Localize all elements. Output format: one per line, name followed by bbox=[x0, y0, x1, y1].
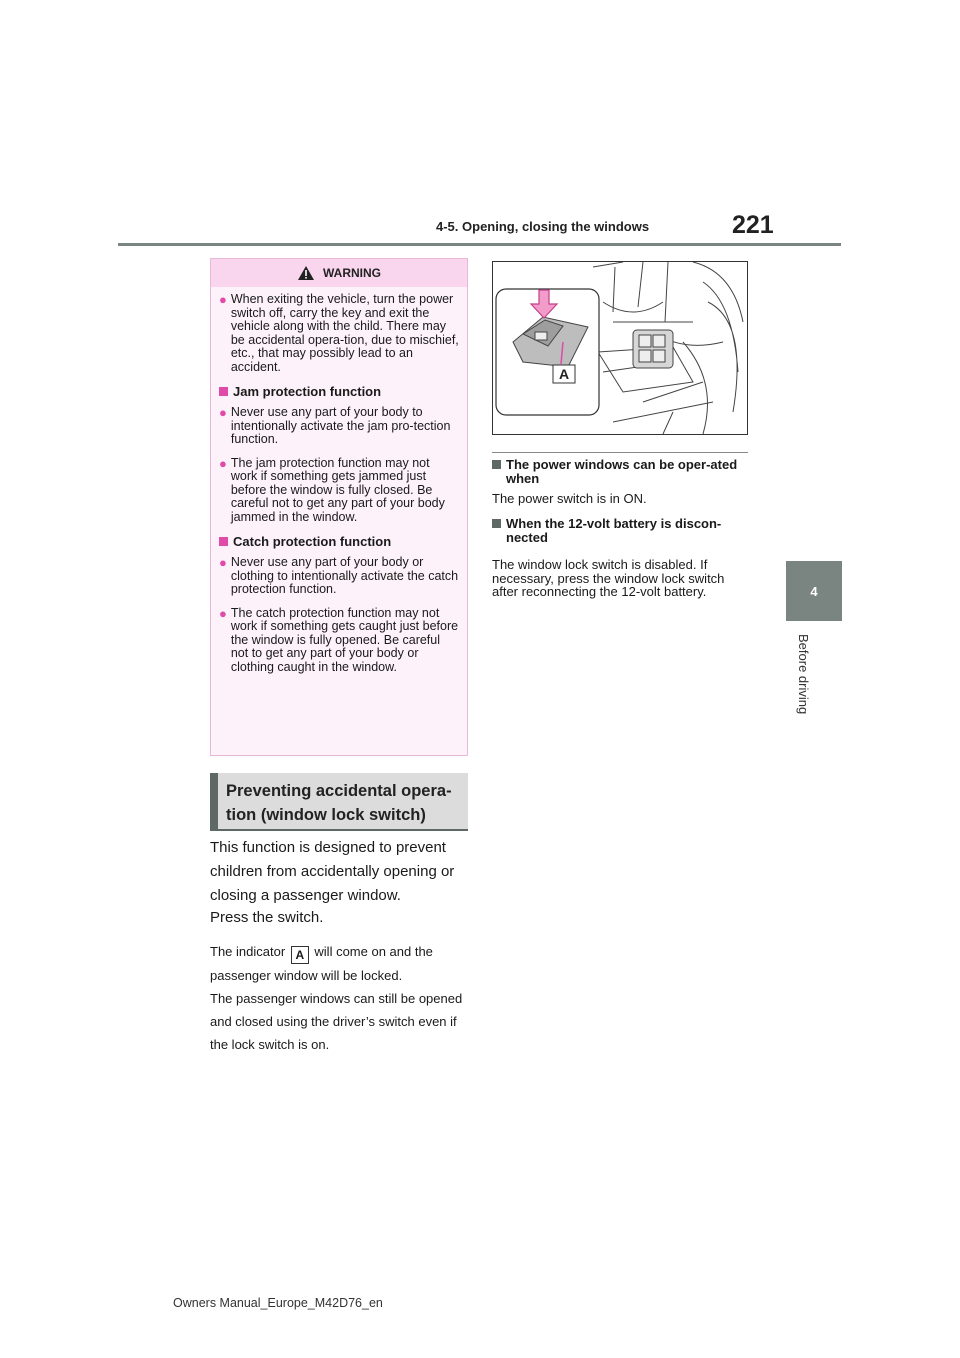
operable-text: The power switch is in ON. bbox=[492, 491, 647, 506]
section-instruction: Press the switch. bbox=[210, 909, 324, 926]
figure-divider bbox=[492, 452, 748, 453]
indicator-paragraph bbox=[210, 940, 472, 987]
square-bullet-icon bbox=[492, 460, 501, 469]
jam-heading: Jam protection function bbox=[233, 384, 382, 399]
warning-item bbox=[219, 457, 459, 525]
warning-item-text: When exiting the vehicle, turn the power switch off, carry the key and exit the vehicle along with the child. There may be accidental opera-tion, due to mischief, etc., that may possibly lead to an accident. bbox=[230, 292, 459, 374]
warning-header bbox=[211, 259, 467, 287]
warning-item-text: Never use any part of your body or clothing to intentionally activate the catch protection function. bbox=[230, 555, 459, 596]
page-number: 221 bbox=[732, 211, 774, 239]
warning-item-text: The catch protection function may not work if something gets caught just before the window is fully opened. Be careful not to get any part of your body or clothing caught in the window. bbox=[230, 605, 459, 674]
callout-a-label: A bbox=[291, 946, 309, 964]
warning-triangle-icon bbox=[297, 265, 315, 281]
warning-title: WARNING bbox=[323, 266, 381, 280]
square-bullet-icon bbox=[219, 537, 228, 546]
square-bullet-icon bbox=[492, 519, 501, 528]
warning-box bbox=[210, 258, 468, 756]
chapter-tab bbox=[786, 561, 842, 621]
indicator-text-after: will come on and the passenger window will be locked. bbox=[210, 944, 433, 983]
warning-subheading bbox=[219, 384, 459, 399]
section-heading bbox=[210, 773, 468, 831]
warning-item bbox=[219, 607, 459, 675]
warning-item-text: Never use any part of your body to intentionally activate the jam pro-tection function. bbox=[230, 405, 451, 446]
bullet-icon: ● bbox=[219, 405, 227, 420]
section-heading-line1: Preventing accidental opera- bbox=[226, 782, 452, 800]
square-bullet-icon bbox=[219, 387, 228, 396]
indicator-text-before: The indicator bbox=[210, 944, 286, 959]
catch-heading: Catch protection function bbox=[233, 534, 392, 549]
chapter-label: Before driving bbox=[796, 634, 811, 715]
chapter-number: 4 bbox=[810, 583, 818, 599]
bullet-icon: ● bbox=[219, 292, 227, 307]
door-panel-drawing bbox=[493, 262, 747, 434]
warning-item bbox=[219, 293, 459, 374]
operable-heading: The power windows can be oper-ated when bbox=[506, 457, 738, 486]
section-paragraph: This function is designed to prevent children from accidentally opening or closing a passenger window. bbox=[210, 839, 455, 904]
warning-item-text: The jam protection function may not work if something gets jammed just before the window is fully closed. Be careful not to get any part of your body jammed in the window. bbox=[230, 455, 445, 524]
bullet-icon: ● bbox=[219, 605, 227, 621]
window-lock-switch-illustration bbox=[492, 261, 748, 435]
section-note: The passenger windows can still be opened and closed using the driver’s switch even if the lock switch is on. bbox=[210, 991, 463, 1052]
bullet-icon: ● bbox=[219, 455, 227, 471]
warning-subheading bbox=[219, 534, 459, 549]
bullet-icon: ● bbox=[219, 555, 227, 570]
figure-callout-a: A bbox=[558, 366, 570, 382]
section-title: 4-5. Opening, closing the windows bbox=[436, 219, 650, 234]
header-divider bbox=[118, 243, 841, 246]
battery-heading: When the 12-volt battery is discon-nected bbox=[506, 516, 722, 545]
section-heading-line2: tion (window lock switch) bbox=[226, 806, 426, 824]
note-heading bbox=[492, 517, 752, 544]
note-heading bbox=[492, 458, 752, 485]
battery-text: The window lock switch is disabled. If necessary, press the window lock switch after reconnecting the 12-volt battery. bbox=[492, 557, 725, 599]
warning-item bbox=[219, 406, 459, 447]
footer-text: Owners Manual_Europe_M42D76_en bbox=[173, 1296, 383, 1310]
warning-item bbox=[219, 556, 459, 597]
